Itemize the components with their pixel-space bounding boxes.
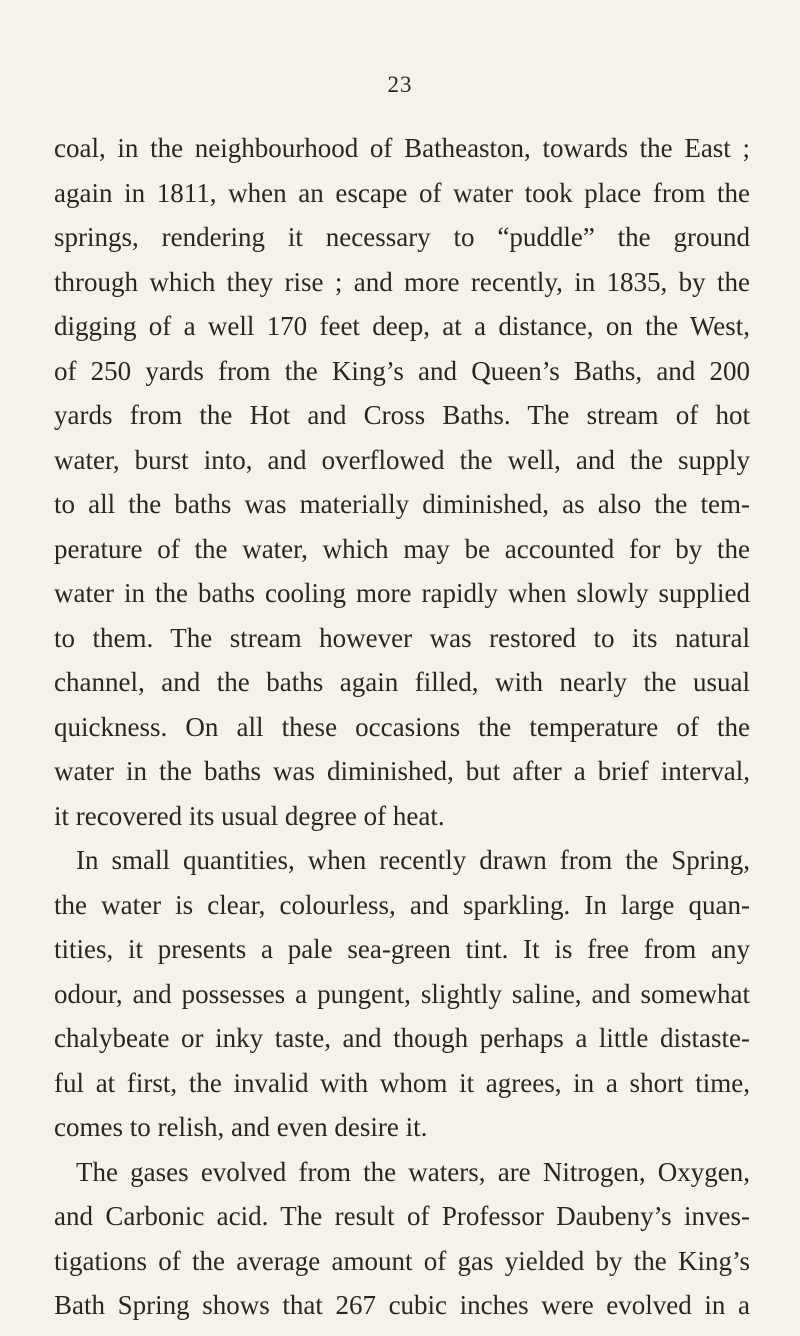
text-line: The gases evolved from the waters, are Nitrogen, Oxygen,: [76, 1156, 750, 1187]
text-line: of 250 yards from the King’s and Queen’s Baths, and 200: [54, 355, 750, 386]
text-line: tigations of the average amount of gas yielded by the King’s: [54, 1245, 750, 1276]
text-line: ful at first, the invalid with whom it agrees, in a short time,: [54, 1067, 750, 1098]
body-text: [54, 126, 750, 1328]
text-line: chalybeate or inky taste, and though perhaps a little distaste-: [54, 1023, 750, 1053]
text-line: water in the baths was diminished, but after a brief interval,: [54, 756, 750, 786]
text-line: to them. The stream however was restored to its natural: [54, 622, 750, 653]
text-line: to all the baths was materially diminished, as also the tem-: [54, 489, 750, 519]
text-line: channel, and the baths again filled, with nearly the usual: [54, 667, 750, 697]
page-number: 23: [387, 72, 413, 97]
text-line: digging of a well 170 feet deep, at a distance, on the West,: [54, 311, 750, 341]
text-line: In small quantities, when recently drawn from the Spring,: [76, 845, 750, 875]
text-line: through which they rise ; and more recently, in 1835, by the: [54, 266, 750, 297]
text-line: tities, it presents a pale sea-green tint. It is free from any: [54, 934, 750, 964]
text-line: comes to relish, and even desire it.: [54, 1112, 428, 1142]
text-line: coal, in the neighbourhood of Batheaston, towards the East ;: [54, 133, 750, 163]
text-line: springs, rendering it necessary to “puddle” the ground: [54, 222, 750, 252]
text-line: the water is clear, colourless, and sparkling. In large quan-: [54, 889, 750, 920]
text-line: odour, and possesses a pungent, slightly saline, and somewhat: [54, 978, 750, 1009]
text-line: it recovered its usual degree of heat.: [54, 800, 445, 831]
text-line: again in 1811, when an escape of water took place from the: [54, 177, 750, 208]
text-line: water in the baths cooling more rapidly when slowly supplied: [54, 578, 750, 608]
text-line: and Carbonic acid. The result of Professor Daubeny’s inves-: [54, 1201, 750, 1231]
text-line: yards from the Hot and Cross Baths. The stream of hot: [54, 400, 750, 430]
text-line: perature of the water, which may be accounted for by the: [54, 533, 750, 564]
text-line: quickness. On all these occasions the temperature of the: [54, 711, 750, 742]
text-line: water, burst into, and overflowed the well, and the supply: [54, 444, 750, 475]
text-line: Bath Spring shows that 267 cubic inches were evolved in a: [54, 1290, 750, 1320]
